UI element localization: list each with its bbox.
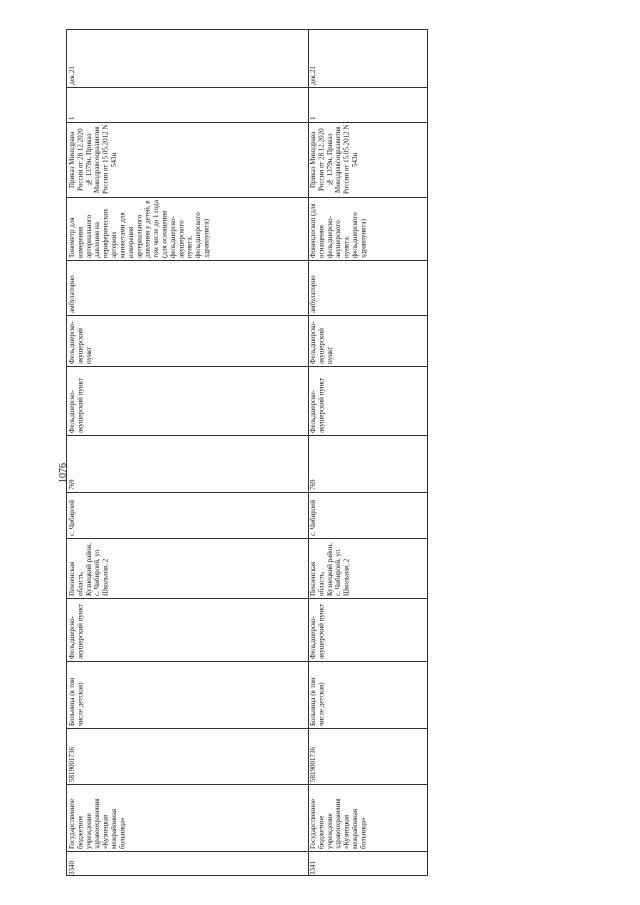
locality-cell: с. Чибирлей [68, 500, 76, 536]
unit-kind-cell: Фельдшерско-акушерский пункт [309, 377, 326, 433]
tax-code-cell: 5819001736 [68, 747, 76, 782]
care-form-cell: амбулаторно [309, 275, 317, 313]
order-cell: Приказ Минздрава России от 28.12.2020 № 1379н, Приказ Минздравсоцразвития России от 15.05.2012 N 543н [309, 124, 360, 195]
facility-type-cell: Больница (в том числе детская) [68, 677, 85, 726]
order-cell: Приказ Минздрава России от 28.12.2020 № 1379н, Приказ Минздравсоцразвития России от 15.05.2012 N 543н [68, 124, 119, 195]
row-number-cell: 3340 [68, 861, 76, 875]
care-form-cell: амбулаторно [68, 275, 76, 313]
page-number: 1076 [58, 463, 69, 483]
equipment-cell: Тонометр для измерения артериального давления на периферических артериях манжетами для измерения артериального давления у детей, в том числе до 1 года (для оснащения фельдшерско-акушерского пункта, фельдшерского здравпункта) [68, 200, 211, 258]
equipment-cell: Фонендоскоп (для оснащения фельдшерско-акушерского пункта, фельдшерского здравпункта) [309, 203, 368, 258]
subdivision-cell: Фельдшерско-акушерский пункт [68, 603, 85, 659]
unit-kind-cell: Фельдшерско-акушерский пункт [68, 377, 85, 433]
population-cell: 769 [309, 479, 317, 490]
population-cell: 769 [68, 479, 76, 490]
organization-cell: Государственное бюджетное учреждение здравоохранения «Кузнецкая межрайонная больница» [309, 798, 368, 849]
quantity-cell: 1 [309, 116, 317, 120]
organization-cell: Государственное бюджетное учреждение здравоохранения «Кузнецкая межрайонная больница» [68, 798, 127, 849]
row-number-cell: 3341 [309, 861, 317, 875]
address-cell: Пензенская область, Кузнецкий район, с. Чибирлей, ул. Школьная, 2 [309, 543, 351, 596]
address-cell: Пензенская область, Кузнецкий район, с. Чибирлей, ул. Школьная, 2 [68, 543, 110, 596]
document-date-cell: дек.21 [309, 66, 317, 85]
facility-type-cell: Больница (в том числе детская) [309, 677, 326, 726]
locality-cell: с. Чибирлей [309, 500, 317, 536]
document-date-cell: дек.21 [68, 66, 76, 85]
subdivision-cell: Фельдшерско-акушерский пункт [309, 603, 326, 659]
equipment-table [66, 29, 428, 876]
quantity-cell: 1 [68, 116, 76, 120]
tax-code-cell: 5819001736 [309, 747, 317, 782]
room-cell: Фельдшерско-акушерский пункт [309, 321, 334, 364]
room-cell: Фельдшерско-акушерский пункт [68, 321, 93, 364]
